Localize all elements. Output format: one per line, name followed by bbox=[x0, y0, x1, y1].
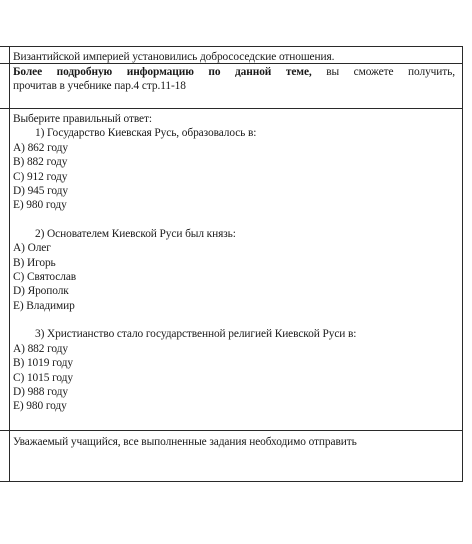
answer-option: Е) 980 году bbox=[13, 199, 67, 212]
question-block-3 bbox=[13, 327, 459, 413]
table-border-top bbox=[0, 46, 463, 47]
answer-option: Е) 980 году bbox=[13, 400, 67, 413]
answer-option: В) 1019 году bbox=[13, 357, 73, 370]
quiz-instruction: Выберите правильный ответ: bbox=[13, 113, 152, 125]
info-bold-text: Более подробную информацию по данной теме, bbox=[13, 66, 312, 78]
info-row bbox=[13, 65, 459, 94]
answer-option: С) 912 году bbox=[13, 170, 68, 183]
closing-row bbox=[13, 435, 459, 449]
table-border-right bbox=[462, 46, 463, 482]
answer-option: D) 945 году bbox=[13, 185, 68, 198]
question-block-2 bbox=[13, 227, 459, 313]
answer-option: А) 862 году bbox=[13, 141, 68, 154]
answer-option: А) 882 году bbox=[13, 342, 68, 355]
question-text: 1) Государство Киевская Русь, образовалось в: bbox=[35, 127, 257, 140]
info-line-1 bbox=[13, 65, 455, 79]
answer-option: D) 988 году bbox=[13, 385, 68, 398]
question-text: 2) Основателем Киевской Руси был князь: bbox=[35, 227, 236, 240]
question-text: 3) Христианство стало государственной религией Киевской Руси в: bbox=[35, 328, 357, 341]
table-divider-3 bbox=[0, 430, 463, 431]
spacer bbox=[13, 313, 459, 327]
info-line-2: прочитав в учебнике пар.4 стр.11-18 bbox=[13, 80, 186, 93]
answer-option: В) 882 году bbox=[13, 156, 68, 169]
answer-option: С) Святослав bbox=[13, 271, 77, 284]
intro-row bbox=[13, 50, 459, 64]
question-block-1 bbox=[13, 126, 459, 212]
answer-option: С) 1015 году bbox=[13, 371, 73, 384]
table-divider-2 bbox=[0, 108, 463, 109]
closing-text: Уважаемый учащийся, все выполненные задания необходимо отправить bbox=[13, 436, 357, 448]
table-border-bottom bbox=[0, 481, 463, 482]
intro-text: Византийской империей установились добрососедские отношения. bbox=[13, 51, 335, 63]
answer-option: В) Игорь bbox=[13, 256, 56, 269]
answer-option: А) Олег bbox=[13, 242, 51, 255]
quiz-row bbox=[13, 112, 459, 414]
table-border-left bbox=[9, 46, 10, 482]
spacer bbox=[13, 213, 459, 227]
answer-option: D) Ярополк bbox=[13, 285, 69, 298]
info-rest-text: вы сможете получить, bbox=[311, 66, 456, 78]
answer-option: Е) Владимир bbox=[13, 299, 75, 312]
